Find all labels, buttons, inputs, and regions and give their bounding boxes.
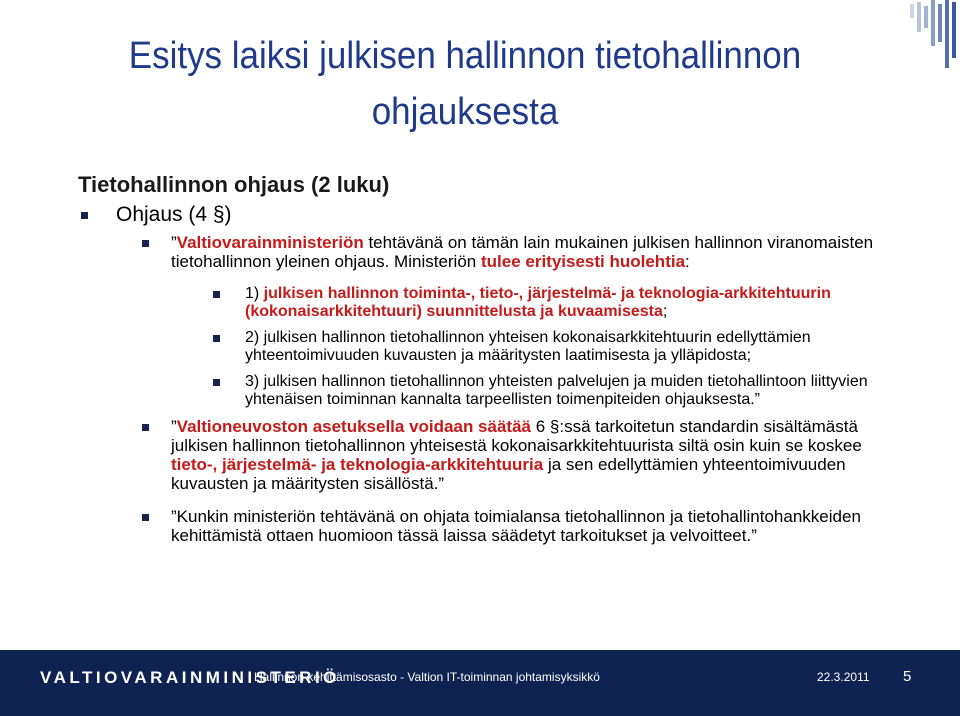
bullet-ministry-task bbox=[78, 233, 898, 271]
square-bullet-icon bbox=[142, 240, 149, 247]
bullet-each-ministry bbox=[78, 507, 898, 545]
square-bullet-icon bbox=[213, 379, 220, 386]
slide-body bbox=[78, 172, 898, 559]
section-heading: Tietohallinnon ohjaus (2 luku) bbox=[78, 172, 390, 197]
subbullet-1 bbox=[78, 285, 898, 321]
text-run: ” bbox=[171, 417, 177, 436]
highlight-text: tieto-, järjestelmä- ja teknologia-arkkitehtuuria bbox=[171, 455, 544, 474]
subbullet-3 bbox=[78, 373, 898, 409]
bullet-text: Ohjaus (4 §) bbox=[116, 203, 232, 226]
bullet-text: 3) julkisen hallinnon tietohallinnon yhteisten palvelujen ja muiden tietohallintoon liittyvien yhtenäisen toiminnan kannalta tarpeellisten toimenpiteiden ohjauksesta.” bbox=[245, 373, 868, 408]
highlight-text: Valtiovarainministeriön bbox=[176, 233, 364, 252]
square-bullet-icon bbox=[213, 291, 220, 298]
footer-date: 22.3.2011 bbox=[817, 670, 870, 684]
highlight-text: Valtioneuvoston asetuksella voidaan säätää bbox=[176, 417, 531, 436]
footer-bar bbox=[0, 650, 960, 716]
brand-bars-icon bbox=[900, 0, 960, 82]
square-bullet-icon bbox=[81, 212, 88, 219]
text-run: ja sen edellyttämien yhteentoimivuuden kuvausten ja määritysten sisällöstä.” bbox=[171, 455, 846, 493]
square-bullet-icon bbox=[213, 335, 220, 342]
text-run: 6 §:ssä tarkoitetun standardin sisältämästä julkisen hallinnon tietohallinnon yhteisestä kokonaisarkkitehtuurista siltä osin kuin se koskee bbox=[171, 417, 862, 455]
highlight-text: julkisen hallinnon toiminta-, tieto-, järjestelmä- ja teknologia-arkkitehtuurin (kokonaisarkkitehtuuri) suunnittelusta ja kuvaamisesta bbox=[245, 285, 831, 320]
bullet-government-decree bbox=[78, 417, 898, 493]
footer-subtitle: Hallinnon kehittämisosasto - Valtion IT-toiminnan johtamisyksikkö bbox=[254, 670, 600, 684]
text-run: ; bbox=[662, 303, 668, 320]
text-run: tehtävänä on tämän lain mukainen julkisen hallinnon viranomaisten tietohallinnon yleinen ohjaus. Ministeriön bbox=[171, 233, 874, 271]
text-run: : bbox=[685, 252, 690, 271]
organization-logo-text: VALTIOVARAINMINISTERIÖ bbox=[40, 668, 340, 687]
page-number: 5 bbox=[903, 668, 912, 685]
slide-title: Esitys laiksi julkisen hallinnon tietohallinnon ohjauksesta bbox=[128, 35, 802, 133]
subbullet-2 bbox=[78, 329, 898, 365]
bullet-text: 2) julkisen hallinnon tietohallinnon yhteisen kokonaisarkkitehtuurin edellyttämien yhteentoimivuuden kuvausten ja määritysten laatimisesta ja ylläpidosta; bbox=[245, 329, 811, 364]
bullet-text: ”Kunkin ministeriön tehtävänä on ohjata toimialansa tietohallinnon ja tietohallintohankkeiden kehittämistä ottaen huomioon tässä laissa säädetyt tarkoitukset ja velvoitteet.” bbox=[171, 507, 861, 545]
square-bullet-icon bbox=[142, 424, 149, 431]
bullet-ohjaus bbox=[78, 202, 898, 228]
highlight-text: tulee erityisesti huolehtia bbox=[480, 252, 686, 271]
text-run: ” bbox=[171, 233, 177, 252]
text-run: 1) bbox=[245, 285, 264, 302]
square-bullet-icon bbox=[142, 514, 149, 521]
